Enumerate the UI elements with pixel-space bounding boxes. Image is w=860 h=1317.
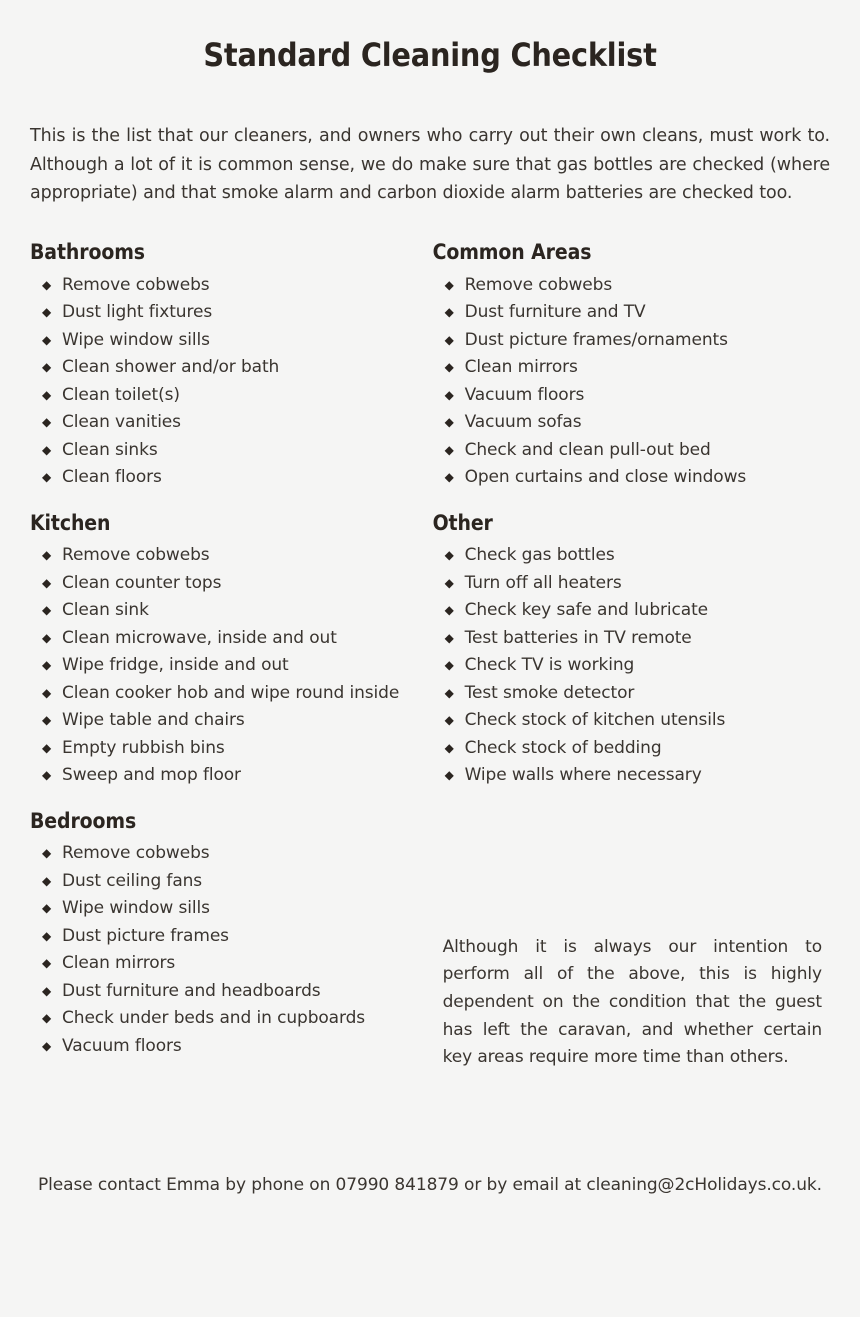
diamond-bullet-icon: ◆ — [444, 415, 454, 430]
diamond-bullet-icon: ◆ — [42, 1011, 52, 1026]
checklist-item-label: Clean vanities — [62, 412, 181, 433]
checklist-section — [30, 239, 413, 492]
checklist-section — [30, 510, 413, 790]
diamond-bullet-icon: ◆ — [42, 1038, 52, 1053]
checklist-item[interactable] — [445, 597, 830, 625]
checklist-item-label: Check TV is working — [464, 655, 635, 676]
checklist-item-label: Remove cobwebs — [62, 545, 210, 566]
section-heading: Other — [432, 510, 493, 535]
checklist-item-label: Turn off all heaters — [464, 572, 622, 593]
diamond-bullet-icon: ◆ — [42, 332, 52, 347]
checklist-item[interactable] — [42, 542, 413, 570]
diamond-bullet-icon: ◆ — [42, 768, 52, 783]
checklist-item-label: Dust furniture and TV — [464, 302, 646, 323]
left-column — [30, 239, 431, 1064]
diamond-bullet-icon: ◆ — [444, 685, 454, 700]
diamond-bullet-icon: ◆ — [444, 603, 454, 618]
checklist-item-label: Check gas bottles — [464, 545, 615, 566]
checklist-item-label: Wipe fridge, inside and out — [62, 655, 289, 676]
checklist-item[interactable] — [42, 1005, 413, 1033]
checklist-item-label: Wipe table and chairs — [62, 710, 245, 731]
checklist-item[interactable] — [445, 382, 830, 410]
diamond-bullet-icon: ◆ — [444, 442, 454, 457]
checklist-item[interactable] — [445, 652, 830, 680]
diamond-bullet-icon: ◆ — [444, 360, 454, 375]
diamond-bullet-icon: ◆ — [42, 928, 52, 943]
diamond-bullet-icon: ◆ — [42, 470, 52, 485]
checklist-item[interactable] — [42, 597, 413, 625]
diamond-bullet-icon: ◆ — [42, 983, 52, 998]
checklist-item-label: Clean mirrors — [464, 357, 578, 378]
checklist-item[interactable] — [445, 542, 830, 570]
checklist-item-label: Dust furniture and headboards — [62, 980, 321, 1001]
diamond-bullet-icon: ◆ — [444, 277, 454, 292]
checklist-item-label: Sweep and mop floor — [62, 765, 241, 786]
checklist-item-label: Remove cobwebs — [464, 274, 613, 295]
checklist-item[interactable] — [42, 327, 413, 355]
section-heading: Bathrooms — [30, 240, 145, 265]
checklist-item[interactable] — [42, 707, 413, 735]
checklist-item[interactable] — [42, 1033, 413, 1061]
checklist-item-label: Check key safe and lubricate — [464, 600, 709, 621]
checklist-item[interactable] — [445, 707, 830, 735]
diamond-bullet-icon: ◆ — [42, 277, 52, 292]
diamond-bullet-icon: ◆ — [42, 360, 52, 375]
checklist-section — [433, 239, 830, 492]
diamond-bullet-icon: ◆ — [42, 442, 52, 457]
checklist-item-label: Clean cooker hob and wipe round inside — [62, 682, 400, 703]
section-heading: Common Areas — [432, 240, 592, 265]
checklist-section — [30, 808, 413, 1061]
checklist-item-label: Remove cobwebs — [62, 843, 210, 864]
checklist-item[interactable] — [445, 735, 830, 763]
checklist-list — [433, 542, 830, 790]
checklist-item-label: Dust ceiling fans — [62, 870, 203, 891]
diamond-bullet-icon: ◆ — [42, 685, 52, 700]
diamond-bullet-icon: ◆ — [444, 768, 454, 783]
checklist-item[interactable] — [445, 464, 830, 492]
checklist-item-label: Wipe window sills — [62, 329, 210, 350]
diamond-bullet-icon: ◆ — [444, 630, 454, 645]
checklist-item[interactable] — [42, 840, 413, 868]
checklist-item[interactable] — [445, 625, 830, 653]
diamond-bullet-icon: ◆ — [42, 740, 52, 755]
disclaimer-paragraph: Although it is always our intention to perform all of the above, this is highly dependent on the condition that the guest has left the caravan, and whether certain key areas require more time than others. — [442, 936, 822, 1068]
checklist-item[interactable] — [42, 409, 413, 437]
checklist-item[interactable] — [42, 978, 413, 1006]
section-heading: Kitchen — [30, 510, 111, 535]
checklist-item-label: Check stock of kitchen utensils — [464, 710, 726, 731]
checklist-item-label: Check under beds and in cupboards — [62, 1008, 366, 1029]
diamond-bullet-icon: ◆ — [42, 575, 52, 590]
checklist-item[interactable] — [42, 923, 413, 951]
checklist-item[interactable] — [42, 570, 413, 598]
page-title: Standard Cleaning Checklist — [203, 36, 657, 74]
diamond-bullet-icon: ◆ — [444, 332, 454, 347]
checklist-item[interactable] — [42, 950, 413, 978]
checklist-item[interactable] — [42, 625, 413, 653]
checklist-item-label: Wipe window sills — [62, 898, 210, 919]
checklist-item[interactable] — [42, 762, 413, 790]
checklist-list — [433, 272, 830, 492]
checklist-item[interactable] — [42, 272, 413, 300]
intro-paragraph: This is the list that our cleaners, and owners who carry out their own cleans, must work to. Although a lot of it is common sense, we do make sure that gas bottles are checked (where appropriate) and that smoke alarm and carbon dioxide alarm batteries are checked too. — [30, 126, 830, 204]
diamond-bullet-icon: ◆ — [444, 575, 454, 590]
checklist-list — [30, 840, 413, 1060]
diamond-bullet-icon: ◆ — [42, 846, 52, 861]
checklist-item[interactable] — [42, 299, 413, 327]
diamond-bullet-icon: ◆ — [42, 873, 52, 888]
checklist-item-label: Clean shower and/or bath — [62, 357, 280, 378]
checklist-item-label: Clean toilet(s) — [62, 384, 180, 405]
checklist-item[interactable] — [445, 570, 830, 598]
disclaimer-block — [433, 794, 830, 1072]
checklist-item[interactable] — [42, 895, 413, 923]
checklist-item[interactable] — [42, 735, 413, 763]
diamond-bullet-icon: ◆ — [42, 630, 52, 645]
checklist-item[interactable] — [42, 382, 413, 410]
checklist-item-label: Vacuum floors — [62, 1035, 182, 1056]
checklist-item[interactable] — [445, 299, 830, 327]
checklist-item-label: Test smoke detector — [464, 682, 635, 703]
checklist-item-label: Vacuum sofas — [464, 412, 582, 433]
checklist-item-label: Check and clean pull-out bed — [464, 439, 711, 460]
checklist-item-label: Wipe walls where necessary — [464, 765, 702, 786]
checklist-item-label: Remove cobwebs — [62, 274, 210, 295]
checklist-item-label: Open curtains and close windows — [464, 467, 747, 488]
checklist-item[interactable] — [445, 762, 830, 790]
diamond-bullet-icon: ◆ — [444, 305, 454, 320]
diamond-bullet-icon: ◆ — [42, 305, 52, 320]
checklist-list — [30, 542, 413, 790]
checklist-item-label: Empty rubbish bins — [62, 737, 225, 758]
checklist-item-label: Clean sinks — [62, 439, 158, 460]
checklist-item[interactable] — [445, 272, 830, 300]
checklist-item-label: Dust picture frames/ornaments — [464, 329, 728, 350]
checklist-item[interactable] — [445, 354, 830, 382]
checklist-item-label: Clean mirrors — [62, 953, 176, 974]
section-heading: Bedrooms — [30, 808, 137, 833]
checklist-item-label: Clean microwave, inside and out — [62, 627, 337, 648]
diamond-bullet-icon: ◆ — [444, 740, 454, 755]
checklist-item-label: Vacuum floors — [464, 384, 585, 405]
checklist-item[interactable] — [42, 354, 413, 382]
checklist-item[interactable] — [42, 464, 413, 492]
checklist-item[interactable] — [42, 652, 413, 680]
checklist-item-label: Dust picture frames — [62, 925, 229, 946]
diamond-bullet-icon: ◆ — [444, 658, 454, 673]
diamond-bullet-icon: ◆ — [444, 470, 454, 485]
checklist-columns — [30, 207, 830, 1071]
checklist-list — [30, 272, 413, 492]
diamond-bullet-icon: ◆ — [42, 658, 52, 673]
diamond-bullet-icon: ◆ — [42, 387, 52, 402]
contact-footer: Please contact Emma by phone on 07990 841879 or by email at cleaning@2cHolidays.co.uk. — [38, 1175, 822, 1195]
checklist-item[interactable] — [445, 327, 830, 355]
checklist-section — [433, 510, 830, 790]
diamond-bullet-icon: ◆ — [444, 387, 454, 402]
diamond-bullet-icon: ◆ — [42, 548, 52, 563]
checklist-item-label: Clean sink — [62, 600, 149, 621]
checklist-item-label: Dust light fixtures — [62, 302, 213, 323]
diamond-bullet-icon: ◆ — [42, 713, 52, 728]
checklist-item[interactable] — [42, 437, 413, 465]
checklist-item-label: Clean floors — [62, 467, 162, 488]
diamond-bullet-icon: ◆ — [42, 956, 52, 971]
checklist-item-label: Clean counter tops — [62, 572, 222, 593]
diamond-bullet-icon: ◆ — [42, 603, 52, 618]
checklist-item[interactable] — [445, 409, 830, 437]
diamond-bullet-icon: ◆ — [42, 901, 52, 916]
checklist-item[interactable] — [42, 868, 413, 896]
right-column — [431, 239, 830, 1071]
checklist-item-label: Check stock of bedding — [464, 737, 662, 758]
diamond-bullet-icon: ◆ — [444, 713, 454, 728]
checklist-item[interactable] — [445, 437, 830, 465]
diamond-bullet-icon: ◆ — [444, 548, 454, 563]
checklist-item[interactable] — [445, 680, 830, 708]
checklist-item-label: Test batteries in TV remote — [464, 627, 692, 648]
diamond-bullet-icon: ◆ — [42, 415, 52, 430]
checklist-item[interactable] — [42, 680, 413, 708]
